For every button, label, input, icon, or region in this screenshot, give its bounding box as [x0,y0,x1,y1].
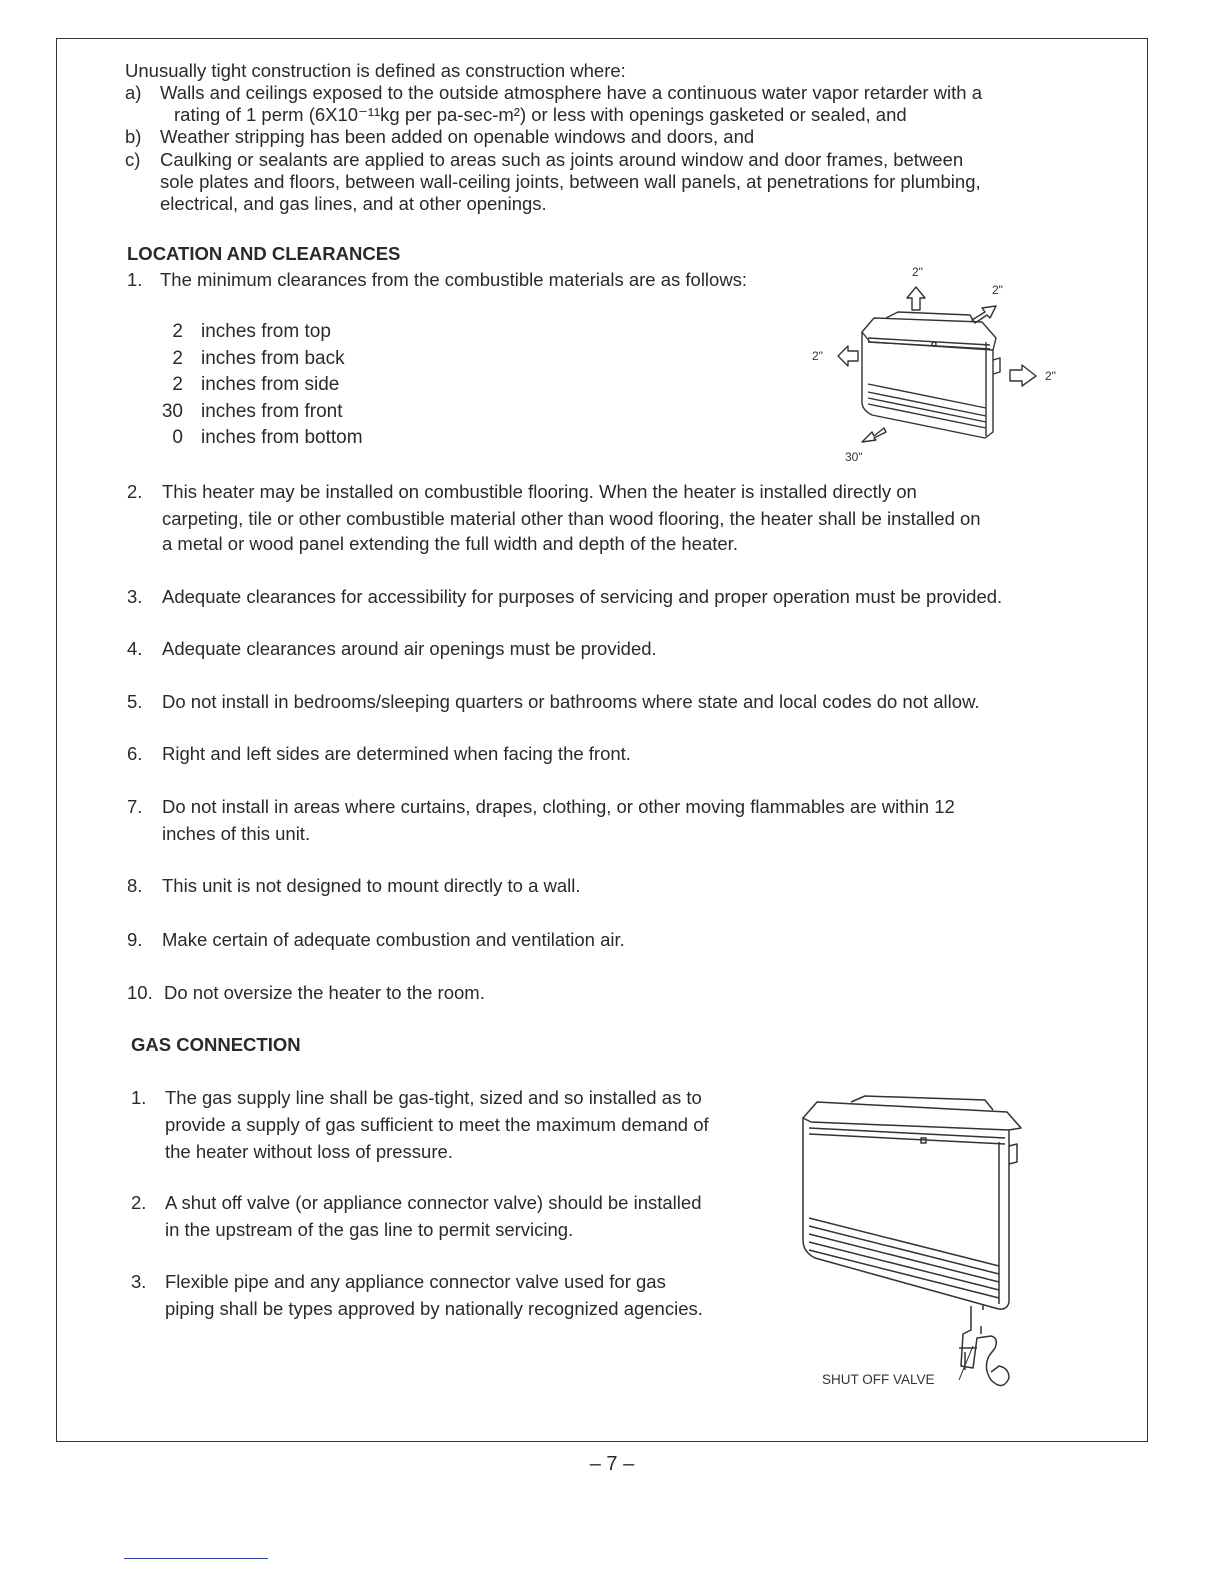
intro-b-marker: b) [125,126,142,147]
item-text: a metal or wood panel extending the full width and depth of the heater. [162,533,738,554]
diagram-label-front: 30" [845,450,863,464]
item-number: 10. [127,982,153,1003]
shut-off-valve-label: SHUT OFF VALVE [822,1372,935,1387]
heater-valve-diagram [795,1090,1035,1400]
item-number: 2. [131,1192,147,1213]
intro-c-line: electrical, and gas lines, and at other openings. [160,193,547,214]
item-number: 9. [127,929,143,950]
clearance-text: inches from top [201,321,331,342]
clearance-text: inches from bottom [201,427,363,448]
footer-rule [124,1558,268,1559]
item-text: Adequate clearances around air openings must be provided. [162,638,657,659]
clearance-value: 2 [172,374,183,395]
clearance-text: inches from front [201,401,343,422]
item-number: 3. [131,1271,147,1292]
intro-lead: Unusually tight construction is defined as construction where: [125,60,626,81]
item-text: piping shall be types approved by nationally recognized agencies. [165,1298,703,1319]
item-text: Do not install in bedrooms/sleeping quarters or bathrooms where state and local codes do not allow. [162,691,980,712]
item-number: 1. [127,269,143,290]
diagram-label-right: 2" [1045,369,1056,383]
item-text: This heater may be installed on combustible flooring. When the heater is installed directly on [162,481,917,502]
item-text: Adequate clearances for accessibility for purposes of servicing and proper operation must be provided. [162,586,1003,607]
location-heading: LOCATION AND CLEARANCES [127,243,401,264]
intro-c-line: Caulking or sealants are applied to areas such as joints around window and door frames, between [160,149,964,170]
item-number: 5. [127,691,143,712]
clearance-text: inches from back [201,348,345,369]
item-text: Right and left sides are determined when facing the front. [162,743,631,764]
clearance-value: 0 [172,427,183,448]
item-number: 7. [127,796,143,817]
item-number: 1. [131,1087,147,1108]
clearance-text: inches from side [201,374,340,395]
diagram-label-top: 2" [912,265,923,279]
intro-a-line: rating of 1 perm (6X10⁻¹¹kg per pa-sec-m²) or less with openings gasketed or sealed, and [174,104,907,125]
item-number: 3. [127,586,143,607]
item-text: the heater without loss of pressure. [165,1141,453,1162]
intro-c-line: sole plates and floors, between wall-ceiling joints, between wall panels, at penetrations for plumbing, [160,171,981,192]
diagram-label-left: 2" [812,349,823,363]
intro-b-line: Weather stripping has been added on openable windows and doors, and [160,126,755,147]
item-number: 2. [127,481,143,502]
item-text: The minimum clearances from the combustible materials are as follows: [160,269,748,290]
page-number: – 7 – [589,1453,635,1475]
item-text: A shut off valve (or appliance connector valve) should be installed [165,1192,702,1213]
intro-a-marker: a) [125,82,142,103]
item-text: The gas supply line shall be gas-tight, sized and so installed as to [165,1087,702,1108]
item-text: This unit is not designed to mount directly to a wall. [162,875,581,896]
item-text: Flexible pipe and any appliance connector valve used for gas [165,1271,666,1292]
diagram-label-back: 2" [992,283,1003,297]
gas-heading: GAS CONNECTION [131,1034,301,1055]
clearance-diagram [800,260,1060,470]
item-text: Do not install in areas where curtains, drapes, clothing, or other moving flammables are within 12 [162,796,955,817]
clearance-value: 30 [161,401,183,422]
item-text: provide a supply of gas sufficient to meet the maximum demand of [165,1114,709,1135]
clearance-value: 2 [172,321,183,342]
item-number: 6. [127,743,143,764]
item-text: carpeting, tile or other combustible material other than wood flooring, the heater shall be installed on [162,508,981,529]
item-number: 4. [127,638,143,659]
item-text: inches of this unit. [162,823,311,844]
item-text: in the upstream of the gas line to permit servicing. [165,1219,574,1240]
item-text: Make certain of adequate combustion and ventilation air. [162,929,625,950]
item-text: Do not oversize the heater to the room. [164,982,485,1003]
clearance-value: 2 [172,348,183,369]
item-number: 8. [127,875,143,896]
intro-a-line: Walls and ceilings exposed to the outside atmosphere have a continuous water vapor retarder with a [160,82,983,103]
intro-c-marker: c) [125,149,141,170]
